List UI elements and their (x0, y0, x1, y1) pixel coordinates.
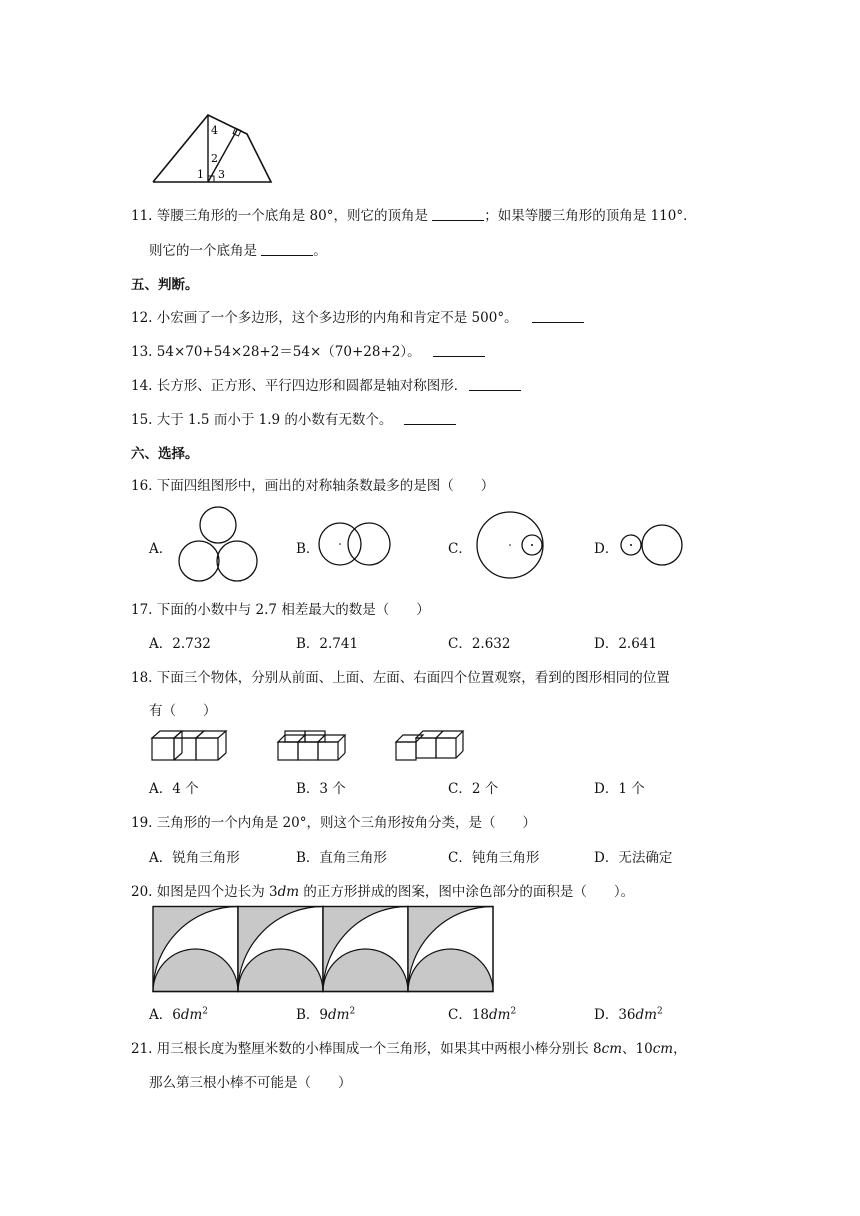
option-b[interactable]: B．2.741 (296, 636, 359, 652)
option-a[interactable]: A．2.732 (149, 636, 211, 652)
option-a[interactable]: A． (149, 541, 173, 557)
answer-blank[interactable] (433, 344, 485, 357)
answer-blank[interactable] (469, 378, 521, 391)
question-15: 15. 大于 1.5 而小于 1.9 的小数有无数个。 (131, 408, 456, 428)
tangent-circles-figure (618, 524, 688, 566)
angle-label-4: 4 (211, 124, 218, 137)
option-c[interactable]: C．钝角三角形 (448, 850, 540, 866)
option-b[interactable]: B．3 个 (296, 781, 346, 797)
option-b[interactable]: B．直角三角形 (296, 850, 387, 866)
angle-label-2: 2 (211, 152, 218, 165)
option-a[interactable]: A．锐角三角形 (149, 850, 240, 866)
question-14: 14. 长方形、正方形、平行四边形和圆都是轴对称图形． (131, 374, 521, 394)
question-18-line2: 有（ ） (149, 703, 217, 719)
option-d[interactable]: D．无法确定 (594, 850, 673, 866)
option-d[interactable]: D．2.641 (594, 636, 657, 652)
overlapping-circles-figure (318, 521, 392, 567)
three-circles-figure (172, 506, 264, 582)
question-11-line2: 则它的一个底角是 。 (149, 243, 327, 259)
option-c[interactable]: C．2.632 (448, 636, 511, 652)
cubes-figure-1 (150, 728, 242, 764)
question-21-line2: 那么第三根小棒不可能是（ ） (149, 1075, 352, 1091)
angle-label-3: 3 (218, 168, 225, 181)
answer-blank[interactable] (261, 243, 313, 256)
section-heading-judge: 五、判断。 (131, 277, 199, 293)
cubes-figure-2 (272, 728, 364, 764)
inner-circle-figure (474, 510, 548, 580)
option-a[interactable]: A．$6dm^2$ (149, 1006, 209, 1023)
question-17: 17. 下面的小数中与 2.7 相差最大的数是（ ） (131, 602, 430, 618)
question-12: 12. 小宏画了一个多边形，这个多边形的内角和肯定不是 500°。 (131, 306, 584, 326)
answer-blank[interactable] (432, 208, 484, 221)
option-b[interactable]: B． (296, 541, 320, 557)
section-heading-choice: 六、选择。 (131, 446, 199, 462)
option-d[interactable]: D．1 个 (594, 781, 645, 797)
question-20: 20. 如图是四个边长为 3dm 的正方形拼成的图案，图中涂色部分的面积是（ ）。 (131, 884, 635, 900)
answer-blank[interactable] (532, 310, 584, 323)
question-21-line1: 21. 用三根长度为整厘米数的小棒围成一个三角形，如果其中两根小棒分别长 8cm、10cm， (131, 1041, 687, 1057)
shaded-squares-figure (152, 906, 496, 992)
question-16: 16. 下面四组图形中，画出的对称轴条数最多的是图（ ） (131, 478, 495, 494)
option-c[interactable]: C． (448, 541, 472, 557)
question-19: 19. 三角形的一个内角是 20°，则这个三角形按角分类，是（ ） (131, 815, 536, 831)
option-a[interactable]: A．4 个 (149, 781, 199, 797)
question-18-line1: 18. 下面三个物体，分别从前面、上面、左面、右面四个位置观察，看到的图形相同的位置 (131, 670, 670, 686)
question-11-line1: 11. 等腰三角形的一个底角是 80°，则它的顶角是 ；如果等腰三角形的顶角是 110°． (131, 208, 697, 224)
option-d[interactable]: D． (594, 541, 619, 557)
cubes-figure-3 (394, 728, 486, 764)
option-c[interactable]: C．$18dm^2$ (448, 1006, 517, 1023)
question-13: 13. 54×70+54×28+2＝54×（70+28+2）。 (131, 340, 485, 360)
angle-label-1: 1 (197, 168, 204, 181)
option-b[interactable]: B．$9dm^2$ (296, 1006, 356, 1023)
answer-blank[interactable] (404, 412, 456, 425)
triangle-figure (150, 110, 275, 188)
option-c[interactable]: C．2 个 (448, 781, 499, 797)
option-d[interactable]: D．$36dm^2$ (594, 1006, 663, 1023)
